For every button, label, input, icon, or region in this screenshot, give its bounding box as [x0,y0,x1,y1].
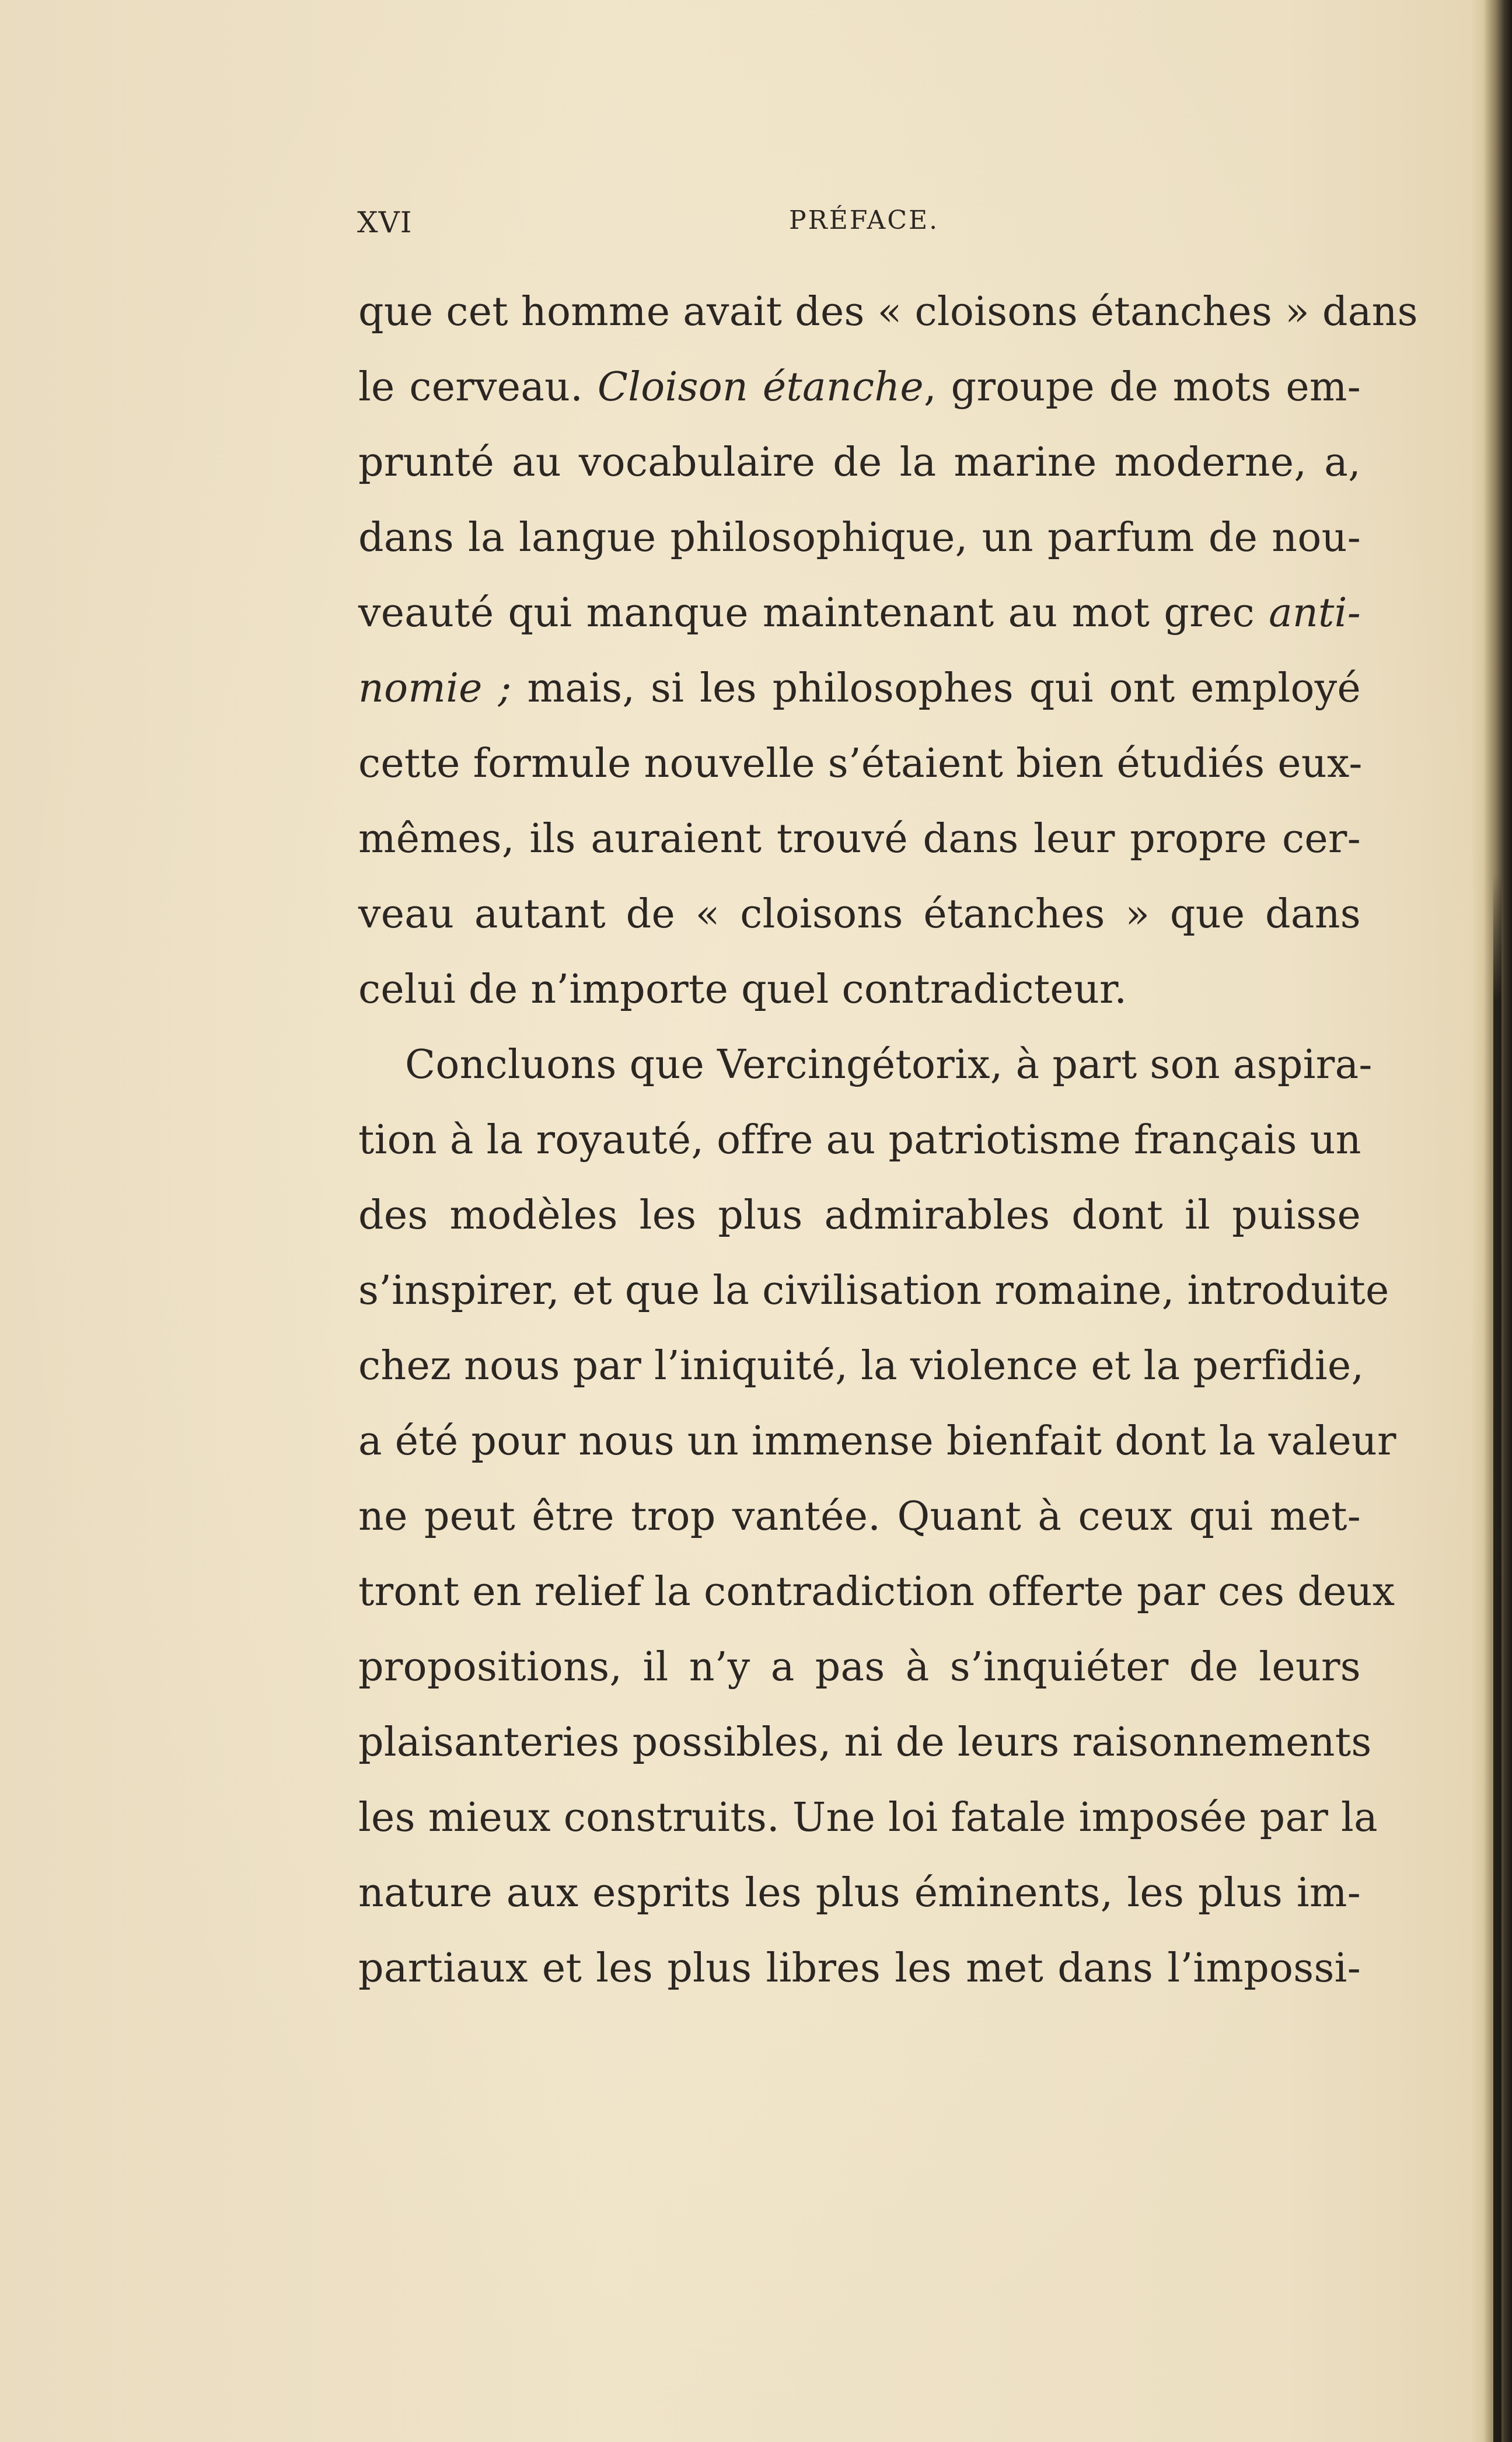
text-segment: chez nous par l’iniquité, la violence et la perfidie, [358,1343,1364,1389]
text-segment: a été pour nous un immense bienfait dont la valeur [358,1418,1396,1464]
text-line [358,735,1361,810]
text-segment: mais, si les philosophes qui ont employé [511,665,1361,711]
text-segment: les mieux construits. Une loi fatale imposée par la [358,1795,1378,1841]
page-number: XVI [357,205,413,239]
page-header [357,205,1361,252]
text-line [358,1638,1361,1714]
page-binding-edge [1493,875,1501,2442]
text-segment: , groupe de mots em- [923,364,1361,410]
text-line [358,1262,1389,1337]
text-line [358,358,1361,434]
text-line [358,434,1361,509]
italic-term: anti- [1269,590,1361,636]
text-segment: plaisanteries possibles, ni de leurs raisonnements [358,1719,1372,1766]
text-line [358,1187,1361,1262]
text-line [358,584,1361,660]
text-line [358,660,1361,735]
text-line [358,1111,1361,1187]
text-line [358,1714,1372,1789]
italic-term: nomie ; [358,665,512,711]
text-segment: prunté au vocabulaire de la marine moderne, a, [358,439,1361,486]
text-segment: Concluons que Vercingétorix, à part son aspira- [405,1042,1373,1088]
text-segment: ne peut être trop vantée. Quant à ceux qui met- [358,1494,1361,1540]
text-segment: partiaux et les plus libres les met dans l’impossi- [358,1945,1361,1991]
text-segment: que cet homme avait des « cloisons étanches » dans [358,289,1418,335]
text-segment: des modèles les plus admirables dont il puisse [358,1192,1361,1239]
text-segment: celui de n’importe quel contradicteur. [358,967,1127,1013]
italic-term: Cloison étanche [597,364,924,410]
text-segment: tront en relief la contradiction offerte par ces deux [358,1569,1395,1615]
text-line [358,810,1361,885]
page-edge-shadow [1471,0,1512,2442]
text-line [358,1939,1361,2015]
text-line [358,1412,1396,1488]
text-segment: mêmes, ils auraient trouvé dans leur propre cer- [358,816,1361,862]
text-line [358,885,1361,961]
text-segment: s’inspirer, et que la civilisation romaine, introduite [358,1268,1389,1314]
text-line [358,283,1418,358]
running-title: PRÉFACE. [789,205,940,235]
text-segment: dans la langue philosophique, un parfum de nou- [358,515,1361,561]
text-line [358,509,1361,584]
text-segment: veau autant de « cloisons étanches » que dans [358,891,1361,937]
body-text [358,283,1418,2015]
text-line [358,1563,1395,1638]
text-line [358,1864,1361,1939]
paragraph-first-line [358,1036,1373,1111]
text-line [358,1488,1361,1563]
text-line [358,1789,1378,1864]
text-segment: veauté qui manque maintenant au mot grec [358,590,1269,636]
text-segment: nature aux esprits les plus éminents, les plus im- [358,1870,1361,1916]
text-segment: propositions, il n’y a pas à s’inquiéter de leurs [358,1644,1361,1690]
text-segment: tion à la royauté, offre au patriotisme français un [358,1117,1361,1163]
text-line [358,1337,1364,1412]
text-segment: le cerveau. [358,364,598,410]
text-line [358,961,1361,1036]
text-segment: cette formule nouvelle s’étaient bien étudiés eux- [358,741,1363,787]
